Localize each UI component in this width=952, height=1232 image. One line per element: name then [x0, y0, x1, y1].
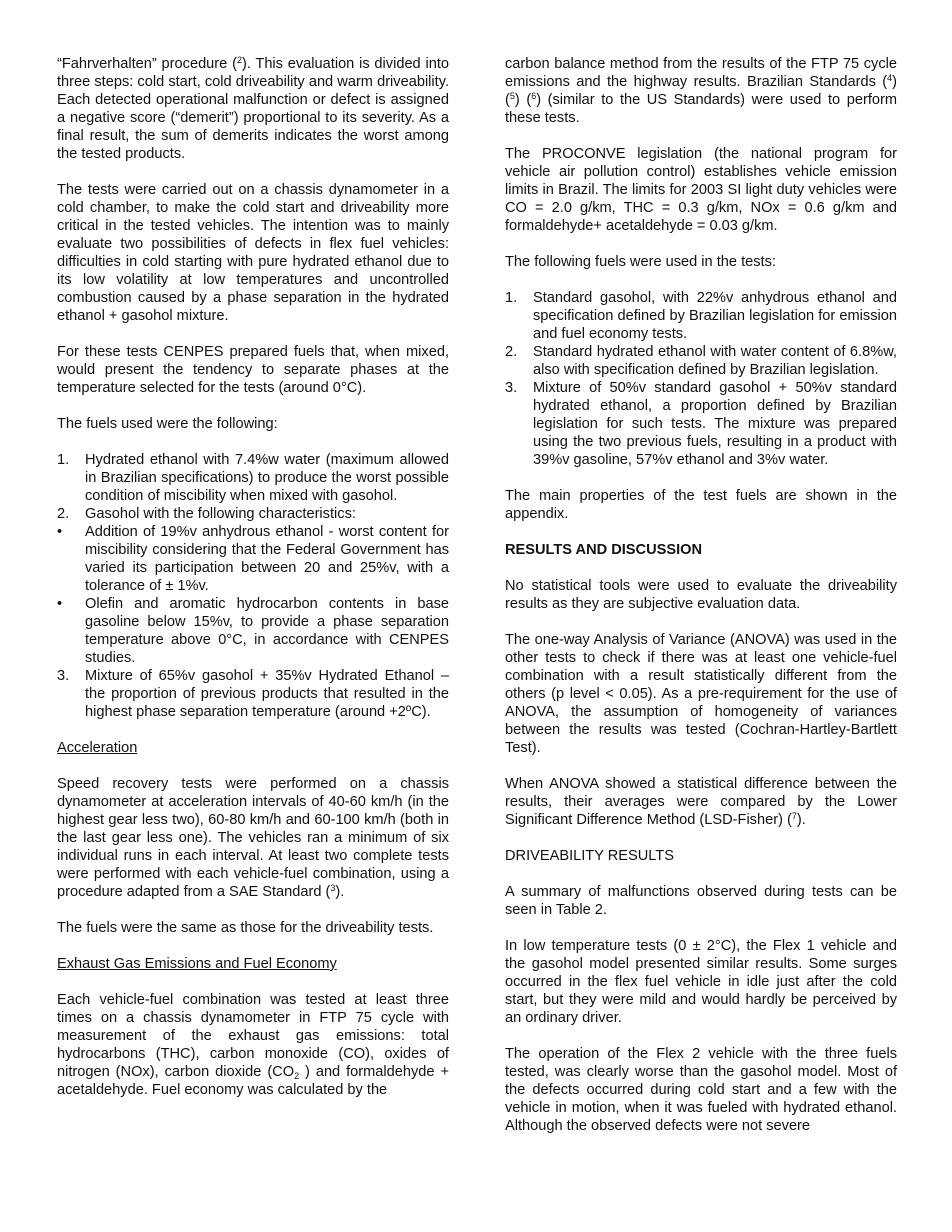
text-run: ). [796, 812, 806, 828]
text-run: carbon balance method from the results of the FTP 75 cycle emissions and the highway results. Brazilian Standards ( [505, 56, 897, 90]
text-run: ) ( [514, 92, 532, 108]
paragraph: The fuels were the same as those for the driveability tests. [57, 920, 434, 936]
text-run: ). [335, 884, 345, 900]
list-item [57, 523, 449, 595]
list-marker: 2. [505, 344, 518, 360]
text-run: ). This evaluation is divided into three steps: cold start, cold driveability and warm driveability. Each detected operational malfunction or defect is assigned a negative score (“demerit”) proportional to its severity. As a final result, the sum of demerits indicates the worst among the tested products. [57, 56, 450, 162]
list-item [57, 451, 449, 505]
reference-number: 3 [330, 883, 336, 893]
text-run: ) ( [505, 74, 897, 108]
paragraph: No statistical tools were used to evaluate the driveability results as they are subjective evaluation data. [505, 578, 897, 612]
list-item-text: Olefin and aromatic hydrocarbon contents in base gasoline below 15%v, to provide a phase separation temperature above 0°C, in accordance with CENPES studies. [85, 596, 449, 666]
reference-number: 6 [531, 91, 537, 101]
subscript: 2 [294, 1071, 300, 1081]
paragraph [57, 775, 449, 901]
text-run: ) (similar to the US Standards) were used to perform these tests. [505, 92, 898, 126]
list-marker: 1. [505, 290, 518, 306]
right-column [505, 55, 897, 1135]
paragraph [505, 775, 897, 829]
paragraph: A summary of malfunctions observed during tests can be seen in Table 2. [505, 884, 897, 918]
fuel-list [57, 451, 449, 721]
list-marker: 3. [57, 668, 70, 684]
left-column [57, 55, 449, 1099]
paragraph [505, 55, 897, 127]
list-marker: • [57, 524, 63, 540]
list-item [57, 595, 449, 667]
paragraph: The operation of the Flex 2 vehicle with the three fuels tested, was clearly worse than the gasohol model. Most of the defects occurred during cold start and a few with the vehicle in motion, when it was fueled with hydrated ethanol. Although the observed defects were not severe [505, 1046, 897, 1134]
section-heading-driveability: DRIVEABILITY RESULTS [505, 848, 674, 864]
list-item [57, 667, 449, 721]
text-run: Speed recovery tests were performed on a chassis dynamometer at acceleration intervals of 40-60 km/h (in the highest gear less two), 60-80 km/h and 60-100 km/h (both in the last gear less one). The vehicles ran a minimum of six individual runs in each interval. At least two complete tests were performed with each vehicle-fuel combination, using a procedure adapted from a SAE Standard ( [57, 776, 449, 900]
section-heading-acceleration: Acceleration [57, 740, 138, 756]
reference-number: 7 [791, 811, 797, 821]
reference-number: 4 [887, 73, 893, 83]
list-marker: 2. [57, 506, 70, 522]
text-run: ) and formaldehyde + acetaldehyde. Fuel economy was calculated by the [57, 1064, 449, 1098]
text-run: Each vehicle-fuel combination was tested at least three times on a chassis dynamometer in FTP 75 cycle with measurement of the exhaust gas emissions: total hydrocarbons (THC), carbon monoxide (CO), oxides of nitrogen (NOx), carbon dioxide (CO [57, 992, 449, 1080]
list-item-text: Addition of 19%v anhydrous ethanol - worst content for miscibility considering that the Federal Government has varied its participation between 20 and 25%v, with a tolerance of ± 1%v. [85, 524, 449, 594]
test-fuel-list [505, 289, 897, 469]
paragraph [57, 991, 449, 1099]
list-item-text: Mixture of 50%v standard gasohol + 50%v standard hydrated ethanol, a proportion defined by Brazilian legislation for such tests. The mixture was prepared using the two previous fuels, resulting in a product with 39%v gasoline, 57%v ethanol and 3%v water. [533, 380, 897, 468]
section-heading-results: RESULTS AND DISCUSSION [505, 542, 703, 558]
list-marker: 1. [57, 452, 70, 468]
list-item-text: Gasohol with the following characteristics: [85, 506, 356, 522]
list-item [505, 343, 897, 379]
paragraph: The one-way Analysis of Variance (ANOVA) was used in the other tests to check if there was at least one vehicle-fuel combination with a result statistically different from the others (p level < 0.05). As a pre-requirement for the use of ANOVA, the assumption of homogeneity of variances between the results was tested (Cochran-Hartley-Bartlett Test). [505, 632, 897, 756]
reference-number: 2 [236, 55, 242, 65]
list-item [505, 289, 897, 343]
text-run: “Fahrverhalten” procedure ( [57, 56, 237, 72]
list-item-text: Standard gasohol, with 22%v anhydrous ethanol and specification defined by Brazilian legislation for emission and fuel economy tests. [533, 290, 897, 342]
list-item-text: Standard hydrated ethanol with water content of 6.8%w, also with specification defined by Brazilian legislation. [533, 344, 897, 378]
section-heading-exhaust: Exhaust Gas Emissions and Fuel Economy [57, 956, 337, 972]
paragraph: The tests were carried out on a chassis dynamometer in a cold chamber, to make the cold start and driveability more critical in the tested vehicles. The intention was to mainly evaluate two possibilities of defects in flex fuel vehicles: difficulties in cold starting with pure hydrated ethanol due to its low volatility at low temperatures and uncontrolled combustion caused by a phase separation in the hydrated ethanol + gasohol mixture. [57, 182, 449, 324]
list-item [505, 379, 897, 469]
paragraph: The fuels used were the following: [57, 416, 278, 432]
list-item [57, 505, 449, 523]
list-item-text: Mixture of 65%v gasohol + 35%v Hydrated Ethanol – the proportion of previous products that resulted in the highest phase separation temperature (around +2ºC). [85, 668, 449, 720]
paragraph: The main properties of the test fuels are shown in the appendix. [505, 488, 897, 522]
paragraph [57, 55, 449, 163]
reference-number: 5 [509, 91, 515, 101]
paragraph: The PROCONVE legislation (the national program for vehicle air pollution control) establishes vehicle emission limits in Brazil. The limits for 2003 SI light duty vehicles were CO = 2.0 g/km, THC = 0.3 g/km, NOx = 0.6 g/km and formaldehyde+ acetaldehyde = 0.03 g/km. [505, 146, 897, 234]
list-marker: 3. [505, 380, 518, 396]
paragraph: In low temperature tests (0 ± 2°C), the Flex 1 vehicle and the gasohol model presented similar results. Some surges occurred in the flex fuel vehicle in idle just after the cold start, but they were mild and would hardly be perceived by an ordinary driver. [505, 938, 897, 1026]
text-run: When ANOVA showed a statistical difference between the results, their averages were compared by the Lower Significant Difference Method (LSD-Fisher) ( [505, 776, 897, 828]
paragraph: For these tests CENPES prepared fuels that, when mixed, would present the tendency to separate phases at the temperature selected for the tests (around 0°C). [57, 344, 449, 396]
paragraph: The following fuels were used in the tests: [505, 254, 776, 270]
list-item-text: Hydrated ethanol with 7.4%w water (maximum allowed in Brazilian specifications) to produce the worst possible condition of miscibility when mixed with gasohol. [85, 452, 449, 504]
list-marker: • [57, 596, 63, 612]
